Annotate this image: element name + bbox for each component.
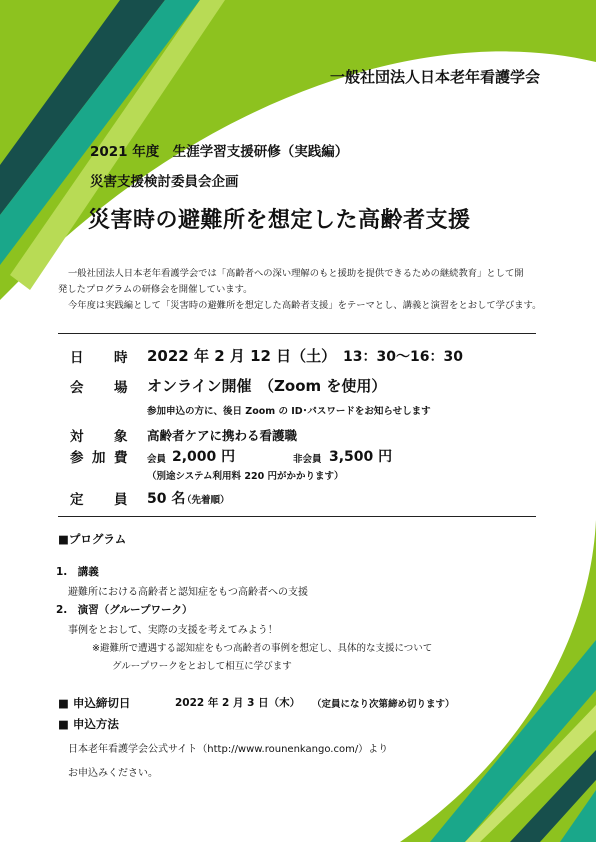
program-item-2-desc: 事例をとおして、実際の支援を考えてみよう！: [68, 625, 278, 636]
program-heading: ■プログラム: [58, 532, 127, 546]
time-value: 13：30～16：30: [343, 349, 463, 365]
intro-line-2: 発したプログラムの研修会を開催しています。: [58, 284, 253, 295]
date-value: 2022 年 2 月 12 日（土）: [147, 347, 337, 365]
committee-name: 災害支援検討委員会企画: [90, 174, 239, 190]
member-fee-label: 会員: [147, 454, 167, 465]
nonmember-fee-label: 非会員: [293, 454, 322, 465]
organization-name: 一般社団法人日本老年看護学会: [329, 68, 540, 86]
divider-bottom: [58, 516, 536, 517]
deadline-date: 2022 年 2 月 3 日（木）: [175, 697, 301, 709]
venue-note: 参加申込の方に、後日 Zoom の ID･パスワードをお知らせします: [147, 406, 431, 417]
intro-line-1: 一般社団法人日本老年看護学会では「高齢者への深い理解のもと援助を提供できるための継続教育」として開: [68, 268, 524, 279]
page-title: 災害時の避難所を想定した高齢者支援: [88, 208, 471, 233]
fee-note: （別途システム利用料 220 円がかかります）: [147, 471, 344, 482]
program-item-2-note-2: グループワークをとおして相互に学びます: [112, 661, 292, 672]
program-item-1-title: 1. 講義: [56, 566, 99, 578]
apply-instructions: 日本老年看護学会公式サイト（http://www.rounenkango.com/）より: [68, 744, 389, 755]
nonmember-fee-value: 3,500 円: [329, 449, 393, 465]
intro-line-3: 今年度は実践編として「災害時の避難所を想定した高齢者支援」をテーマとし、講義と演習をとおして学びます。: [68, 300, 542, 311]
venue-value: オンライン開催 （Zoom を使用）: [147, 377, 387, 395]
program-item-2-note-1: ※避難所で遭遇する認知症をもつ高齢者の事例を想定し、具体的な支援について: [92, 643, 433, 654]
divider-top: [58, 333, 536, 334]
deadline-note: （定員になり次第締め切ります）: [312, 699, 455, 710]
member-fee-value: 2,000 円: [172, 449, 236, 465]
target-value: 高齢者ケアに携わる看護職: [147, 428, 298, 443]
capacity-value: 50 名: [147, 491, 186, 507]
program-item-2-title: 2. 演習（グループワーク）: [56, 604, 193, 616]
program-item-1-desc: 避難所における高齢者と認知症をもつ高齢者への支援: [68, 587, 308, 598]
deadline-label: ■ 申込締切日: [58, 696, 131, 710]
apply-instructions-2: お申込みください。: [68, 768, 158, 779]
capacity-note: （先着順）: [182, 495, 230, 506]
training-year-title: 2021 年度 生涯学習支援研修（実践編）: [90, 144, 349, 160]
apply-label: ■ 申込方法: [58, 717, 119, 731]
